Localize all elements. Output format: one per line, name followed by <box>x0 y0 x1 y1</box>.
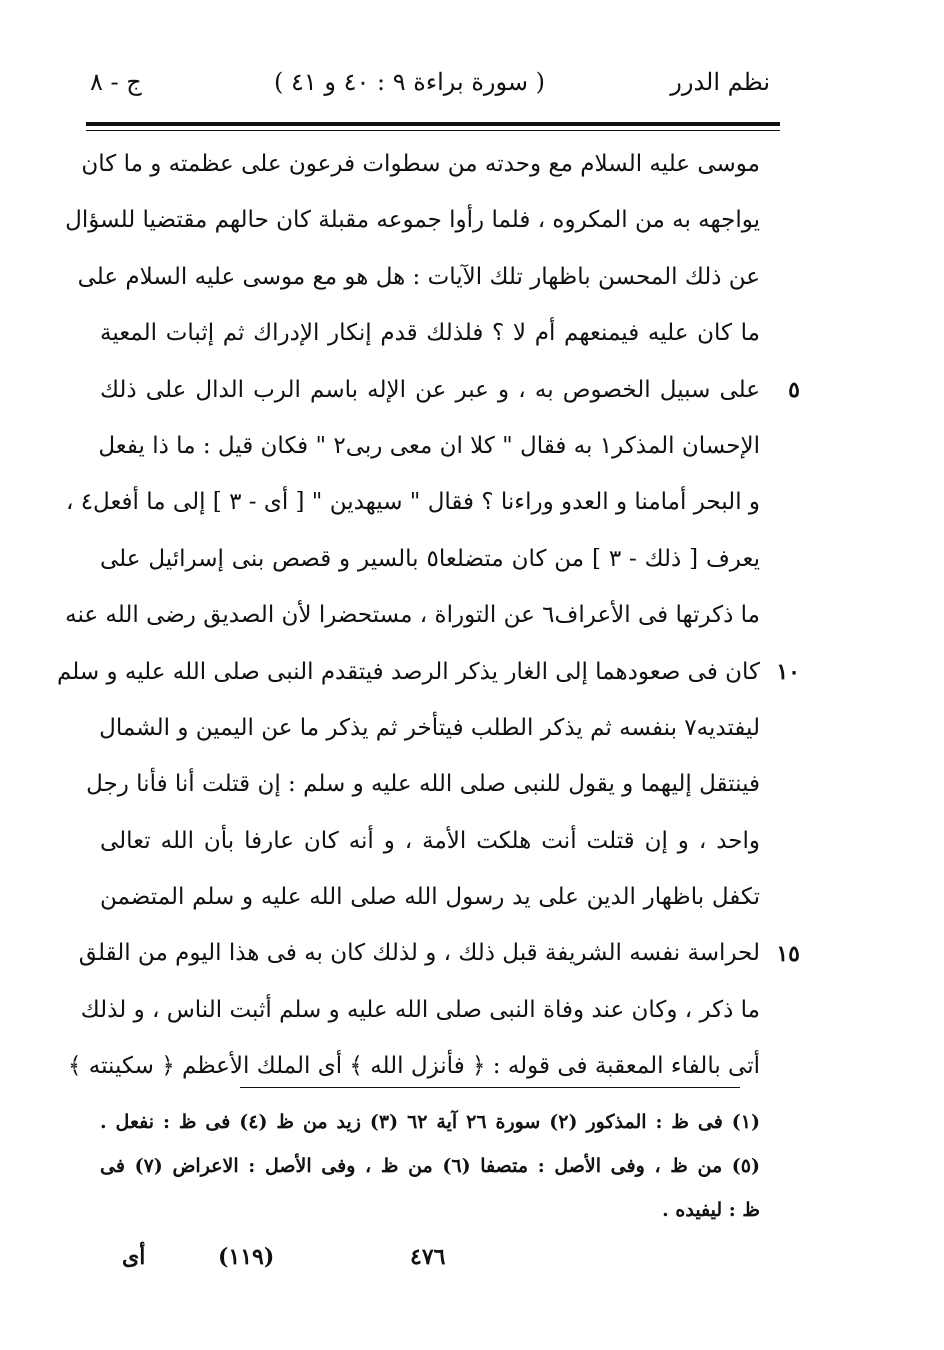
footnote-rule <box>240 1087 740 1088</box>
text-line: ما ذكر ، وكان عند وفاة النبى صلى الله عليه و سلم أثبت الناس ، و لذلك <box>80 996 760 1023</box>
text-line: موسى عليه السلام مع وحدته من سطوات فرعون على عظمته و ما كان <box>81 151 760 177</box>
header-rule-thick <box>86 122 780 126</box>
header-rule-thin <box>86 130 780 131</box>
running-header <box>90 68 780 108</box>
text-line: فينتقل إليهما و يقول للنبى صلى الله عليه و سلم : إن قتلت أنا فأنا رجل <box>86 771 760 798</box>
text-line: تكفل باظهار الدين على يد رسول الله صلى الله عليه و سلم المتضمن <box>100 884 760 911</box>
text-line: ما ذكرتها فى الأعراف٦ عن التوراة ، مستحضرا لأن الصديق رضى الله عنه <box>65 602 760 629</box>
footnotes <box>100 1100 760 1232</box>
footnote-line: (١) فى ظ : المذكور (٢) سورة ٢٦ آية ٦٢ (٣) زيد من ظ (٤) فى ظ : نفعل . <box>100 1111 760 1133</box>
line-number-15: ١٥ <box>776 940 800 967</box>
text-line: ليفتديه٧ بنفسه ثم يذكر الطلب فيتأخر ثم يذكر ما عن اليمين و الشمال <box>99 714 760 741</box>
volume-number: ج - ٨ <box>90 68 142 96</box>
text-line: الإحسان المذكر١ به فقال " كلا ان معى ربى٢ " فكان قيل : ما ذا يفعل <box>98 432 760 459</box>
text-line: كان فى صعودهما إلى الغار يذكر الرصد فيتقدم النبى صلى الله عليه و سلم <box>56 658 760 685</box>
text-line: يواجهه به من المكروه ، فلما رأوا جموعه مقبلة كان حالهم مقتضيا للسؤال <box>65 207 760 234</box>
signature-mark: (١١٩) <box>218 1244 275 1270</box>
surah-reference: ( سورة براءة ٩ : ٤٠ و ٤١ ) <box>273 68 545 96</box>
text-line: ما كان عليه فيمنعهم أم لا ؟ فلذلك قدم إنكار الإدراك ثم إثبات المعية <box>100 320 760 347</box>
text-line: عن ذلك المحسن باظهار تلك الآيات : هل هو مع موسى عليه السلام على <box>77 263 760 290</box>
book-title: نظم الدرر <box>670 68 770 96</box>
text-line: يعرف [ ذلك - ٣ ] من كان متضلعا٥ بالسير و قصص بنى إسرائيل على <box>100 545 760 572</box>
text-line: واحد ، و إن قتلت أنت هلكت الأمة ، و أنه كان عارفا بأن الله تعالى <box>100 827 760 854</box>
catchword: أى <box>122 1244 146 1270</box>
text-line: أتى بالفاء المعقبة فى قوله : ﴿ فأنزل الله ﴾ أى الملك الأعظم ﴿ سكينته ﴾ <box>68 1053 760 1080</box>
text-line: لحراسة نفسه الشريفة قبل ذلك ، و لذلك كان به فى هذا اليوم من القلق <box>78 940 760 967</box>
text-line: و البحر أمامنا و العدو وراءنا ؟ فقال " سيهدين " [ أى - ٣ ] إلى ما أفعل٤ ، <box>65 489 760 516</box>
text-line: على سبيل الخصوص به ، و عبر عن الإله باسم الرب الدال على ذلك <box>100 376 760 403</box>
page-number: ٤٧٦ <box>410 1244 446 1270</box>
main-text <box>56 136 760 1095</box>
footnote-line: (٥) من ظ ، وفى الأصل : متصفا (٦) من ظ ، وفى الأصل : الاعراض (٧) فى <box>100 1155 760 1177</box>
footnote-line: ظ : ليفيده . <box>662 1199 760 1221</box>
line-number-5: ٥ <box>788 376 800 403</box>
line-number-10: ١٠ <box>776 658 800 685</box>
